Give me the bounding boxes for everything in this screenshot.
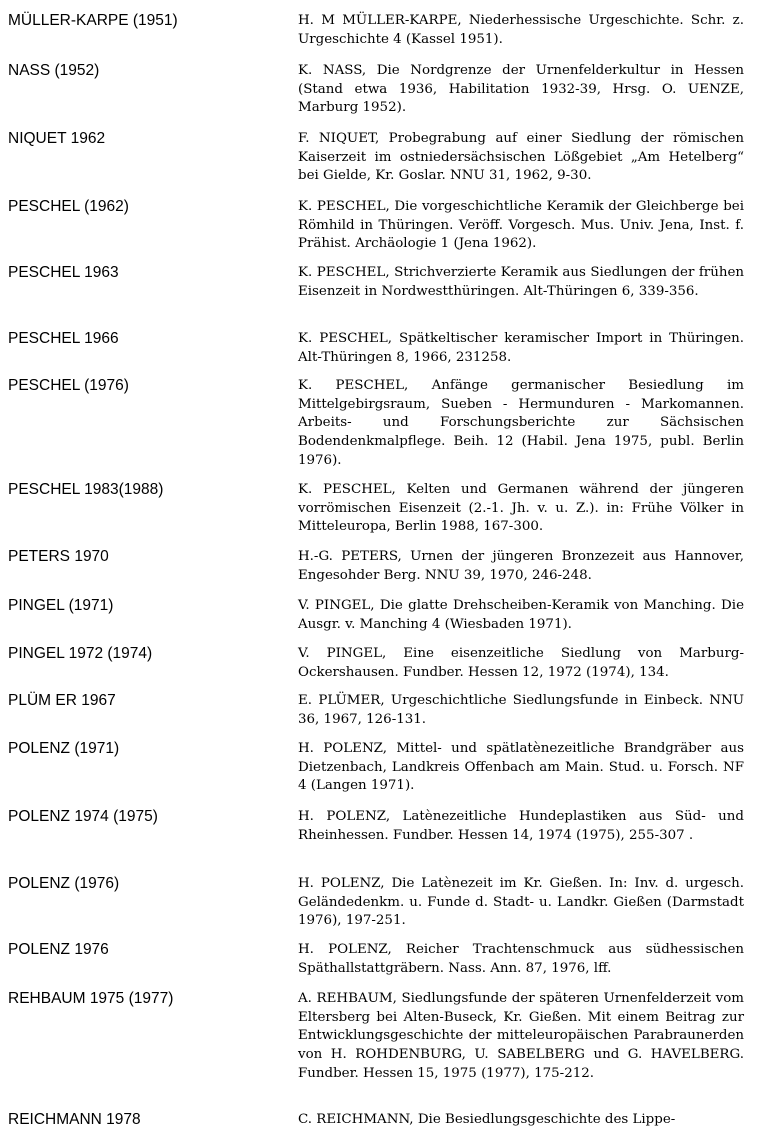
entry-key: POLENZ 1976 (8, 941, 109, 958)
entry-citation: H.-G. PETERS, Urnen der jüngeren Bronzezeit aus Hannover, Engesohder Berg. NNU 39, 1970, 246-248. (298, 549, 744, 583)
entry-citation: H. POLENZ, Reicher Trachtenschmuck aus südhessischen Späthallstattgräbern. Nass. Ann. 87, 1976, lff. (298, 942, 744, 976)
entry-citation: K. PESCHEL, Die vorgeschichtliche Keramik der Gleichberge bei Römhild in Thüringen. Veröff. Vorgesch. Mus. Univ. Jena, Inst. f. Prähist. Archäologie 1 (Jena 1962). (298, 199, 744, 252)
entry-citation: H. M MÜLLER-KARPE, Niederhessische Urgeschichte. Schr. z. Urgeschichte 4 (Kassel 1951). (298, 13, 744, 47)
entry-citation: H. POLENZ, Mittel- und spätlatènezeitliche Brandgräber aus Dietzenbach, Landkreis Offenbach am Main. Stud. u. Forsch. NF 4 (Langen 1971). (298, 741, 744, 794)
entry-citation: H. POLENZ, Latènezeitliche Hundeplastiken aus Süd- und Rheinhessen. Fundber. Hessen 14, 1974 (1975), 255-307 . (298, 809, 744, 843)
entry-key: PESCHEL 1983(1988) (8, 481, 164, 498)
entry-citation: A. REHBAUM, Siedlungsfunde der späteren Urnenfelderzeit vom Eltersberg bei Alten-Buseck, Kr. Gießen. Mit einem Beitrag zur Entwicklungsgeschichte der mitteleuropäischen Parabraunerden von H. ROHDENBURG, U. SABELBERG und G. HAVELBERG. Fundber. Hessen 15, 1975 (1977), 175-212. (298, 991, 744, 1081)
entry-key: PESCHEL 1966 (8, 330, 119, 347)
entry-key: PETERS 1970 (8, 548, 109, 565)
entry-citation: K. PESCHEL, Kelten und Germanen während der jüngeren vorrömischen Eisenzeit (2.-1. Jh. v. u. Z.). in: Frühe Völker in Mitteleuropa, Berlin 1988, 167-300. (298, 482, 744, 535)
entry-key: MÜLLER-KARPE (1951) (8, 12, 178, 29)
entry-citation: F. NIQUET, Probegrabung auf einer Siedlung der römischen Kaiserzeit im ostniedersächsischen Lößgebiet „Am Hetelberg“ bei Gielde, Kr. Goslar. NNU 31, 1962, 9-30. (298, 131, 744, 184)
entry-citation: C. REICHMANN, Die Besiedlungsgeschichte des Lippe- (298, 1112, 676, 1127)
entry-key: PESCHEL (1976) (8, 377, 129, 394)
entry-citation: E. PLÜMER, Urgeschichtliche Siedlungsfunde in Einbeck. NNU 36, 1967, 126-131. (298, 693, 744, 727)
entry-citation: K. PESCHEL, Anfänge germanischer Besiedlung im Mittelgebirgsraum, Sueben - Hermunduren - Markomannen. Arbeits- und Forschungsberichte zur Sächsischen Bodendenkmalpflege. Beih. 12 (Habil. Jena 1975, publ. Berlin 1976). (298, 378, 744, 468)
entry-citation: K. NASS, Die Nordgrenze der Urnenfelderkultur in Hessen (Stand etwa 1936, Habilitation 1932-39, Hrsg. O. UENZE, Marburg 1952). (298, 63, 744, 116)
entry-citation: V. PINGEL, Eine eisenzeitliche Siedlung von Marburg-Ockershausen. Fundber. Hessen 12, 1972 (1974), 134. (298, 646, 744, 680)
entry-key: NIQUET 1962 (8, 130, 106, 147)
entry-citation: K. PESCHEL, Strichverzierte Keramik aus Siedlungen der frühen Eisenzeit in Nordwestthüringen. Alt-Thüringen 6, 339-356. (298, 265, 744, 299)
entry-citation: V. PINGEL, Die glatte Drehscheiben-Keramik von Manching. Die Ausgr. v. Manching 4 (Wiesbaden 1971). (298, 598, 744, 632)
entry-key: PESCHEL (1962) (8, 198, 129, 215)
entry-key: PESCHEL 1963 (8, 264, 119, 281)
entry-citation: H. POLENZ, Die Latènezeit im Kr. Gießen. In: Inv. d. urgesch. Geländedenkm. u. Funde d. Stadt- u. Landkr. Gießen (Darmstadt 1976), 197-251. (298, 876, 744, 929)
entry-key: REHBAUM 1975 (1977) (8, 990, 174, 1007)
entry-citation: K. PESCHEL, Spätkeltischer keramischer Import in Thüringen. Alt-Thüringen 8, 1966, 231258. (298, 331, 744, 365)
entry-key: POLENZ (1976) (8, 875, 120, 892)
entry-key: POLENZ 1974 (1975) (8, 808, 158, 825)
entry-key: POLENZ (1971) (8, 740, 120, 757)
entry-key: PINGEL 1972 (1974) (8, 645, 153, 662)
entry-key: PINGEL (1971) (8, 597, 114, 614)
entry-key: NASS (1952) (8, 62, 100, 79)
entry-key: REICHMANN 1978 (8, 1111, 141, 1128)
entry-key: PLÜM ER 1967 (8, 692, 116, 709)
